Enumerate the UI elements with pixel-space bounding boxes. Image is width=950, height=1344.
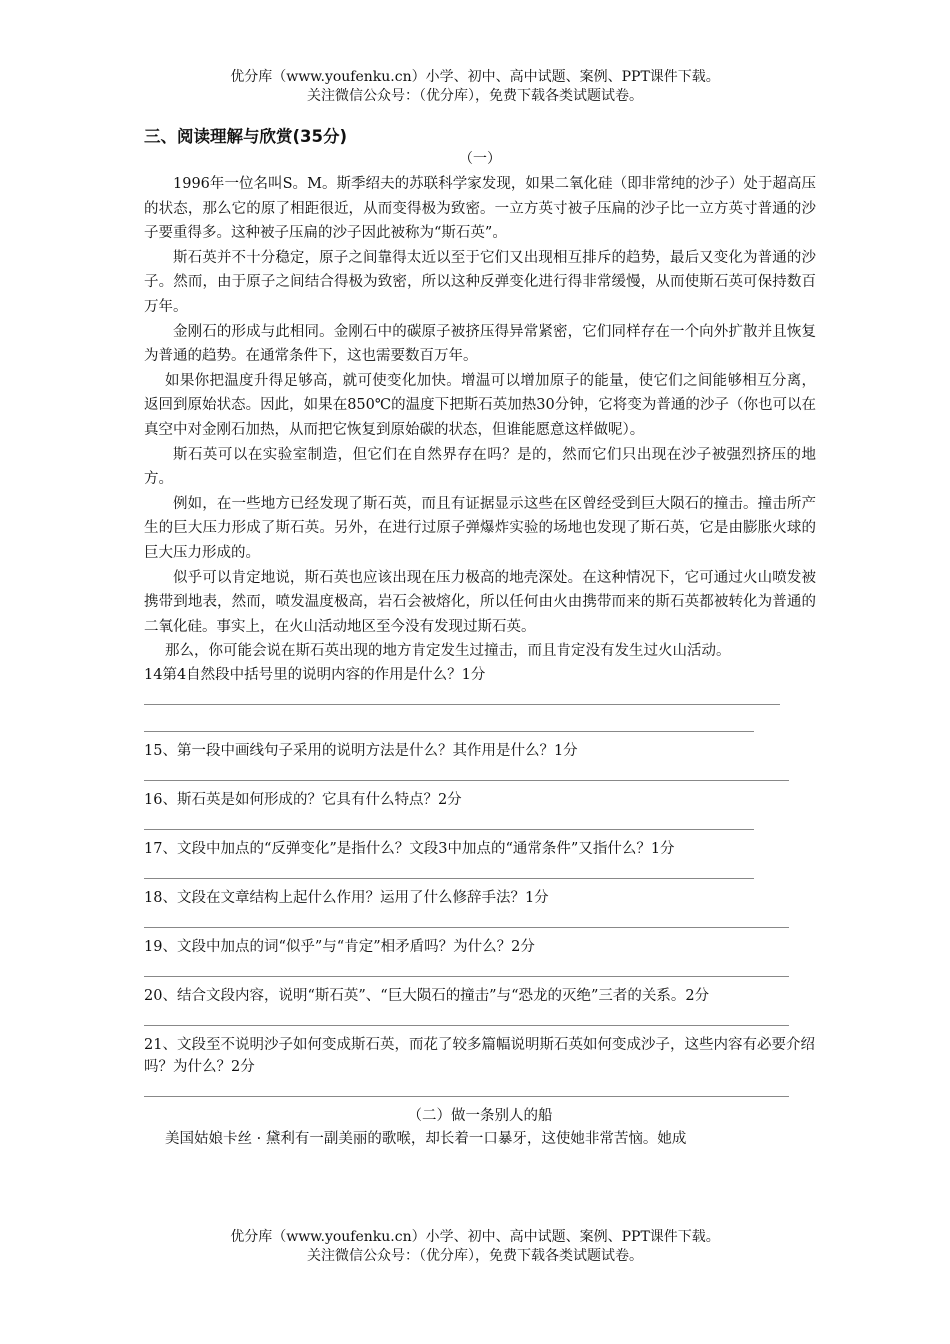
answer-line[interactable] xyxy=(144,909,789,928)
answer-line[interactable] xyxy=(144,860,754,879)
part1-label: （一） xyxy=(459,151,501,167)
answer-line[interactable] xyxy=(144,686,780,705)
answer-line[interactable] xyxy=(144,713,754,732)
paragraph-8: 那么，你可能会说在斯石英出现的地方肯定发生过撞击，而且肯定没有发生过火山活动。 xyxy=(165,643,731,660)
paragraph-2: 斯石英并不十分稳定，原子之间靠得太近以至于它们又出现相互排斥的趋势，最后又变化为普通的沙子。然而，由于原子之间结合得极为致密，所以这种反弹变化进行得非常缓慢，从而使斯石英可保持数百万年。 xyxy=(144,249,816,315)
answer-line[interactable] xyxy=(144,762,789,781)
question-17: 17、文段中加点的“反弹变化”是指什么？文段3中加点的“通常条件”又指什么？1分 xyxy=(144,840,675,857)
paragraph-3: 金刚石的形成与此相同。金刚石中的碳原子被挤压得异常紧密，它们同样存在一个向外扩散并且恢复为普通的趋势。在通常条件下，这也需要数百万年。 xyxy=(144,323,816,365)
paragraph-1: 1996年一位名叫S。M。斯季绍夫的苏联科学家发现，如果二氧化硅（即非常纯的沙子）处于超高压的状态，那么它的原了相距很近，从而变得极为致密。一立方英寸被子压扁的沙子比一立方英寸普通的沙子要重得多。这种被子压扁的沙子因此被称为“斯石英”。 xyxy=(144,176,816,242)
answer-line[interactable] xyxy=(144,1007,789,1026)
header-line-1: 优分库（www.youfenku.cn）小学、初中、高中试题、案例、PPT课件下载。 xyxy=(230,69,720,85)
footer-line-2: 关注微信公众号：（优分库），免费下载各类试题试卷。 xyxy=(307,1248,643,1264)
answer-line[interactable] xyxy=(144,811,754,830)
page-header xyxy=(0,68,950,106)
footer-line-1: 优分库（www.youfenku.cn）小学、初中、高中试题、案例、PPT课件下载。 xyxy=(230,1229,720,1245)
part2-first-line: 美国姑娘卡丝 · 黛利有一副美丽的歌喉，却长着一口暴牙，这使她非常苦恼。她成 xyxy=(165,1130,687,1147)
question-16: 16、斯石英是如何形成的？它具有什么特点？2分 xyxy=(144,791,462,808)
answer-line[interactable] xyxy=(144,958,789,977)
question-21: 21、文段至不说明沙子如何变成斯石英，而花了较多篇幅说明斯石英如何变成沙子，这些内容有必要介绍吗？为什么？2分 xyxy=(144,1036,815,1075)
question-14: 14第4自然段中括号里的说明内容的作用是什么？1分 xyxy=(144,666,486,683)
paragraph-5: 斯石英可以在实验室制造，但它们在自然界存在吗？是的，然而它们只出现在沙子被强烈挤压的地方。 xyxy=(144,446,816,488)
page-footer xyxy=(0,1228,950,1266)
question-18: 18、文段在文章结构上起什么作用？运用了什么修辞手法？1分 xyxy=(144,889,549,906)
part2-title: （二）做一条别人的船 xyxy=(407,1107,553,1124)
answer-line[interactable] xyxy=(144,1078,789,1097)
paragraph-4: 如果你把温度升得足够高，就可使变化加快。增温可以增加原子的能量，使它们之间能够相互分离，返回到原始状态。因此，如果在850℃的温度下把斯石英加热30分钟，它将变为普通的沙子（你也可以在真空中对金刚石加热，从而把它恢复到原始碳的状态，但谁能愿意这样做呢）。 xyxy=(144,372,816,438)
question-19: 19、文段中加点的词“似乎”与“肯定”相矛盾吗？为什么？2分 xyxy=(144,938,535,955)
question-20: 20、结合文段内容，说明“斯石英”、“巨大陨石的撞击”与“恐龙的灭绝”三者的关系。2分 xyxy=(144,987,710,1004)
paragraph-7: 似乎可以肯定地说，斯石英也应该出现在压力极高的地壳深处。在这种情况下，它可通过火山喷发被携带到地表，然而，喷发温度极高，岩石会被熔化，所以任何由火由携带而来的斯石英都被转化为普通的二氧化硅。事实上，在火山活动地区至今没有发现过斯石英。 xyxy=(144,569,816,635)
question-15: 15、第一段中画线句子采用的说明方法是什么？其作用是什么？1分 xyxy=(144,742,578,759)
section-title: 三、阅读理解与欣赏(35分) xyxy=(144,127,348,146)
paragraph-6: 例如，在一些地方已经发现了斯石英，而且有证据显示这些在区曾经受到巨大陨石的撞击。撞击所产生的巨大压力形成了斯石英。另外，在进行过原子弹爆炸实验的场地也发现了斯石英，它是由膨胀火球的巨大压力形成的。 xyxy=(144,495,816,561)
document-body xyxy=(144,126,816,1151)
header-line-2: 关注微信公众号：（优分库），免费下载各类试题试卷。 xyxy=(307,88,643,104)
